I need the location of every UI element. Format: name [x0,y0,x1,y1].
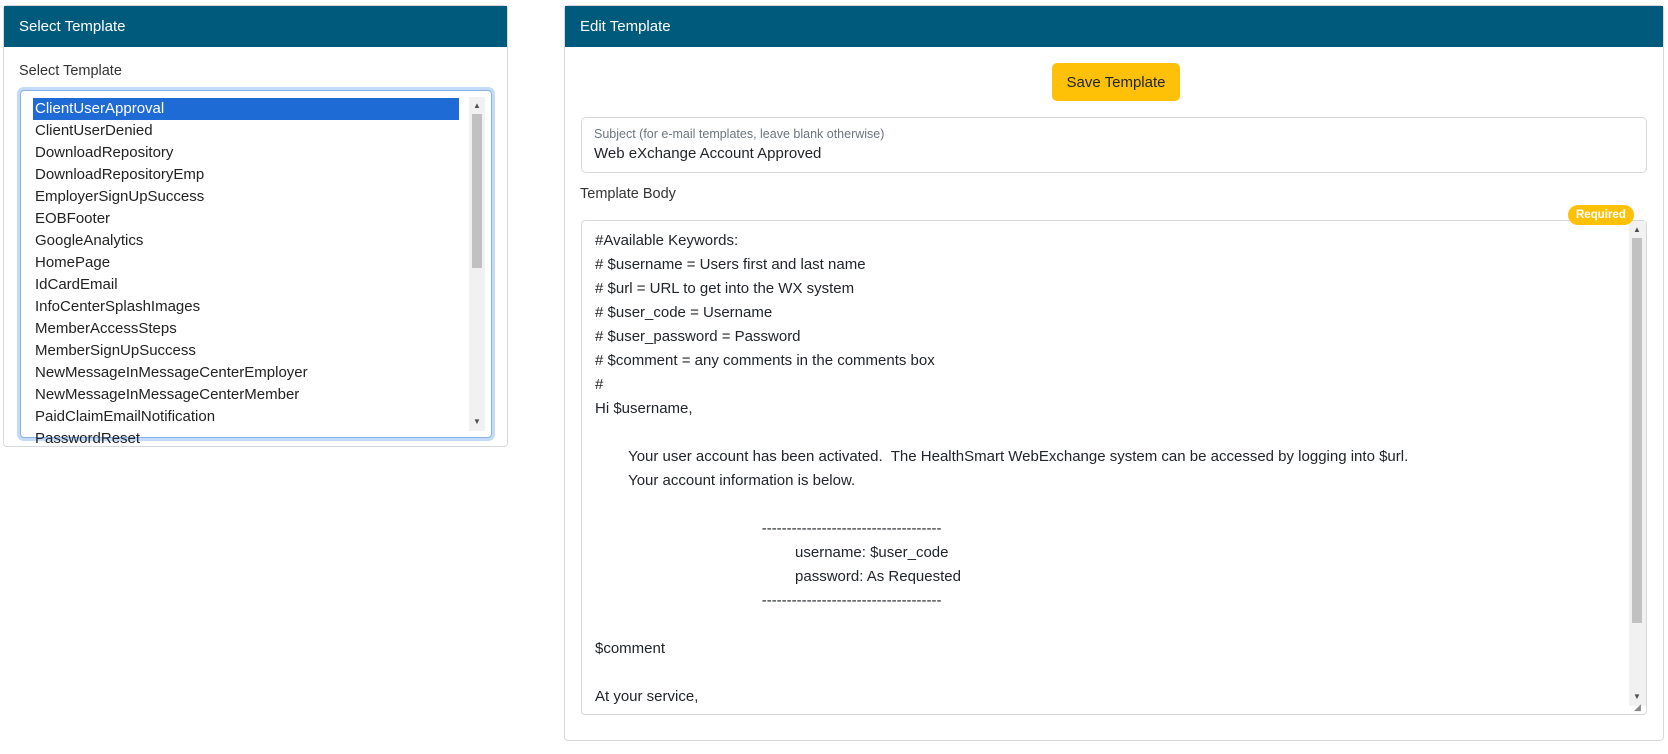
template-list [33,98,459,447]
scrollbar-thumb[interactable] [472,114,482,268]
template-option[interactable]: ClientUserApproval [33,98,459,120]
template-body-label: Template Body [580,186,676,202]
template-option[interactable]: NewMessageInMessageCenterEmployer [35,364,308,381]
template-option[interactable]: NewMessageInMessageCenterMember [35,386,300,403]
scroll-up-arrow-icon[interactable]: ▲ [1633,225,1641,234]
panel-header: Edit Template [565,6,1663,47]
panel-header: Select Template [4,6,507,47]
template-option[interactable]: IdCardEmail [35,276,118,293]
select-template-label: Select Template [19,63,122,79]
template-listbox[interactable] [20,90,492,447]
template-option[interactable]: ClientUserDenied [35,122,153,139]
listbox-scrollbar[interactable] [469,97,485,431]
template-body-textarea[interactable] [581,220,1647,715]
template-option[interactable]: EmployerSignUpSuccess [35,188,205,205]
scroll-down-arrow-icon[interactable]: ▼ [1633,692,1641,701]
template-option[interactable]: InfoCenterSplashImages [35,298,201,315]
select-template-panel [3,5,508,447]
required-badge: Required [1568,205,1634,225]
template-option[interactable]: DownloadRepositoryEmp [35,166,205,183]
template-option[interactable]: PaidClaimEmailNotification [35,408,216,425]
subject-input[interactable]: Web eXchange Account Approved [594,145,822,162]
scroll-up-arrow-icon[interactable]: ▲ [473,101,481,110]
resize-grip-icon[interactable]: ◢ [1634,702,1641,712]
template-option[interactable]: DownloadRepository [35,144,174,161]
scroll-down-arrow-icon[interactable]: ▼ [473,417,481,426]
template-body-text[interactable]: #Available Keywords: # $username = Users first and last name # $url = URL to get into the WX system # $user_code = Username # $user_password = Password # $comment = any comments in the comments box # Hi $username, Your user account has been activated. The HealthSmart WebExchange system can be accessed by logging into $url. Your account information is below. ------------------------------------ username: $user_code password: As Requested ------------------------------------ $comment At your service, [595,232,1409,705]
template-option[interactable]: PasswordReset [35,430,141,447]
template-option[interactable]: MemberAccessSteps [35,320,177,337]
textarea-scrollbar[interactable] [1629,221,1646,706]
template-option[interactable]: MemberSignUpSuccess [35,342,196,359]
subject-field[interactable] [581,117,1647,173]
scrollbar-thumb[interactable] [1632,238,1642,623]
template-option[interactable]: EOBFooter [35,210,111,227]
subject-label: Subject (for e-mail templates, leave blank otherwise) [594,127,885,141]
template-option[interactable]: GoogleAnalytics [35,232,144,249]
edit-template-panel [564,5,1664,741]
save-template-button[interactable]: Save Template [1052,63,1180,101]
template-option[interactable]: HomePage [35,254,111,271]
